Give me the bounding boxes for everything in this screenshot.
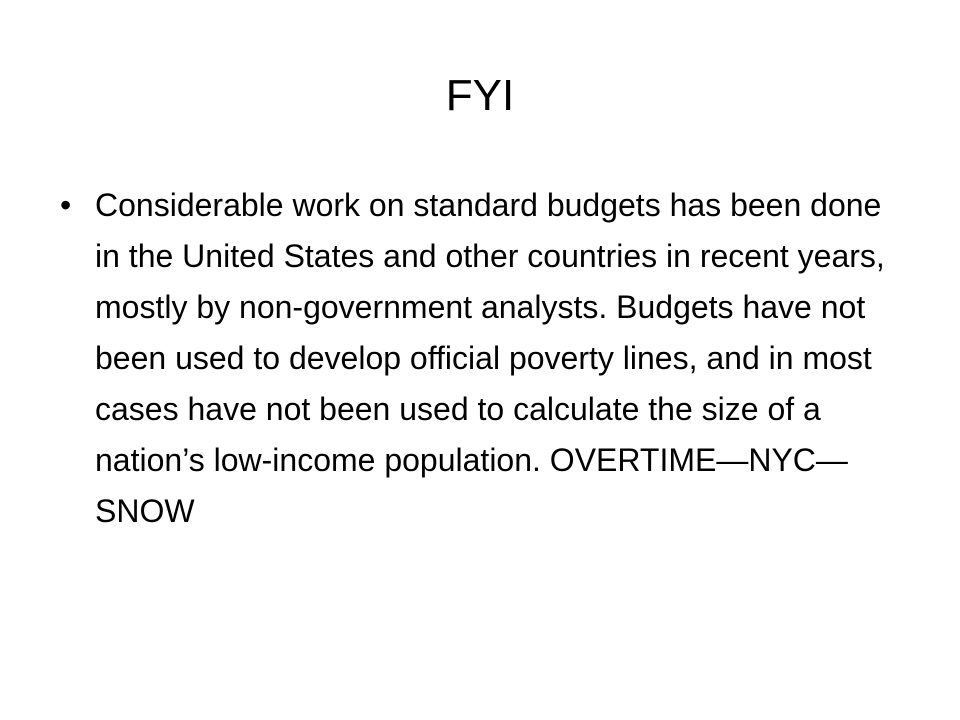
slide-body (60, 180, 910, 537)
bullet-icon: • (60, 187, 72, 223)
bullet-item (60, 180, 910, 537)
slide-title: FYI (445, 71, 515, 120)
bullet-text: Considerable work on standard budgets has been done in the United States and other countries in recent years, mostly by non-government analysts. Budgets have not been used to develop official poverty lines, and in most cases have not been used to calculate the size of a nation’s low-income population. OVERTIME—NYC—SNOW (95, 187, 885, 529)
